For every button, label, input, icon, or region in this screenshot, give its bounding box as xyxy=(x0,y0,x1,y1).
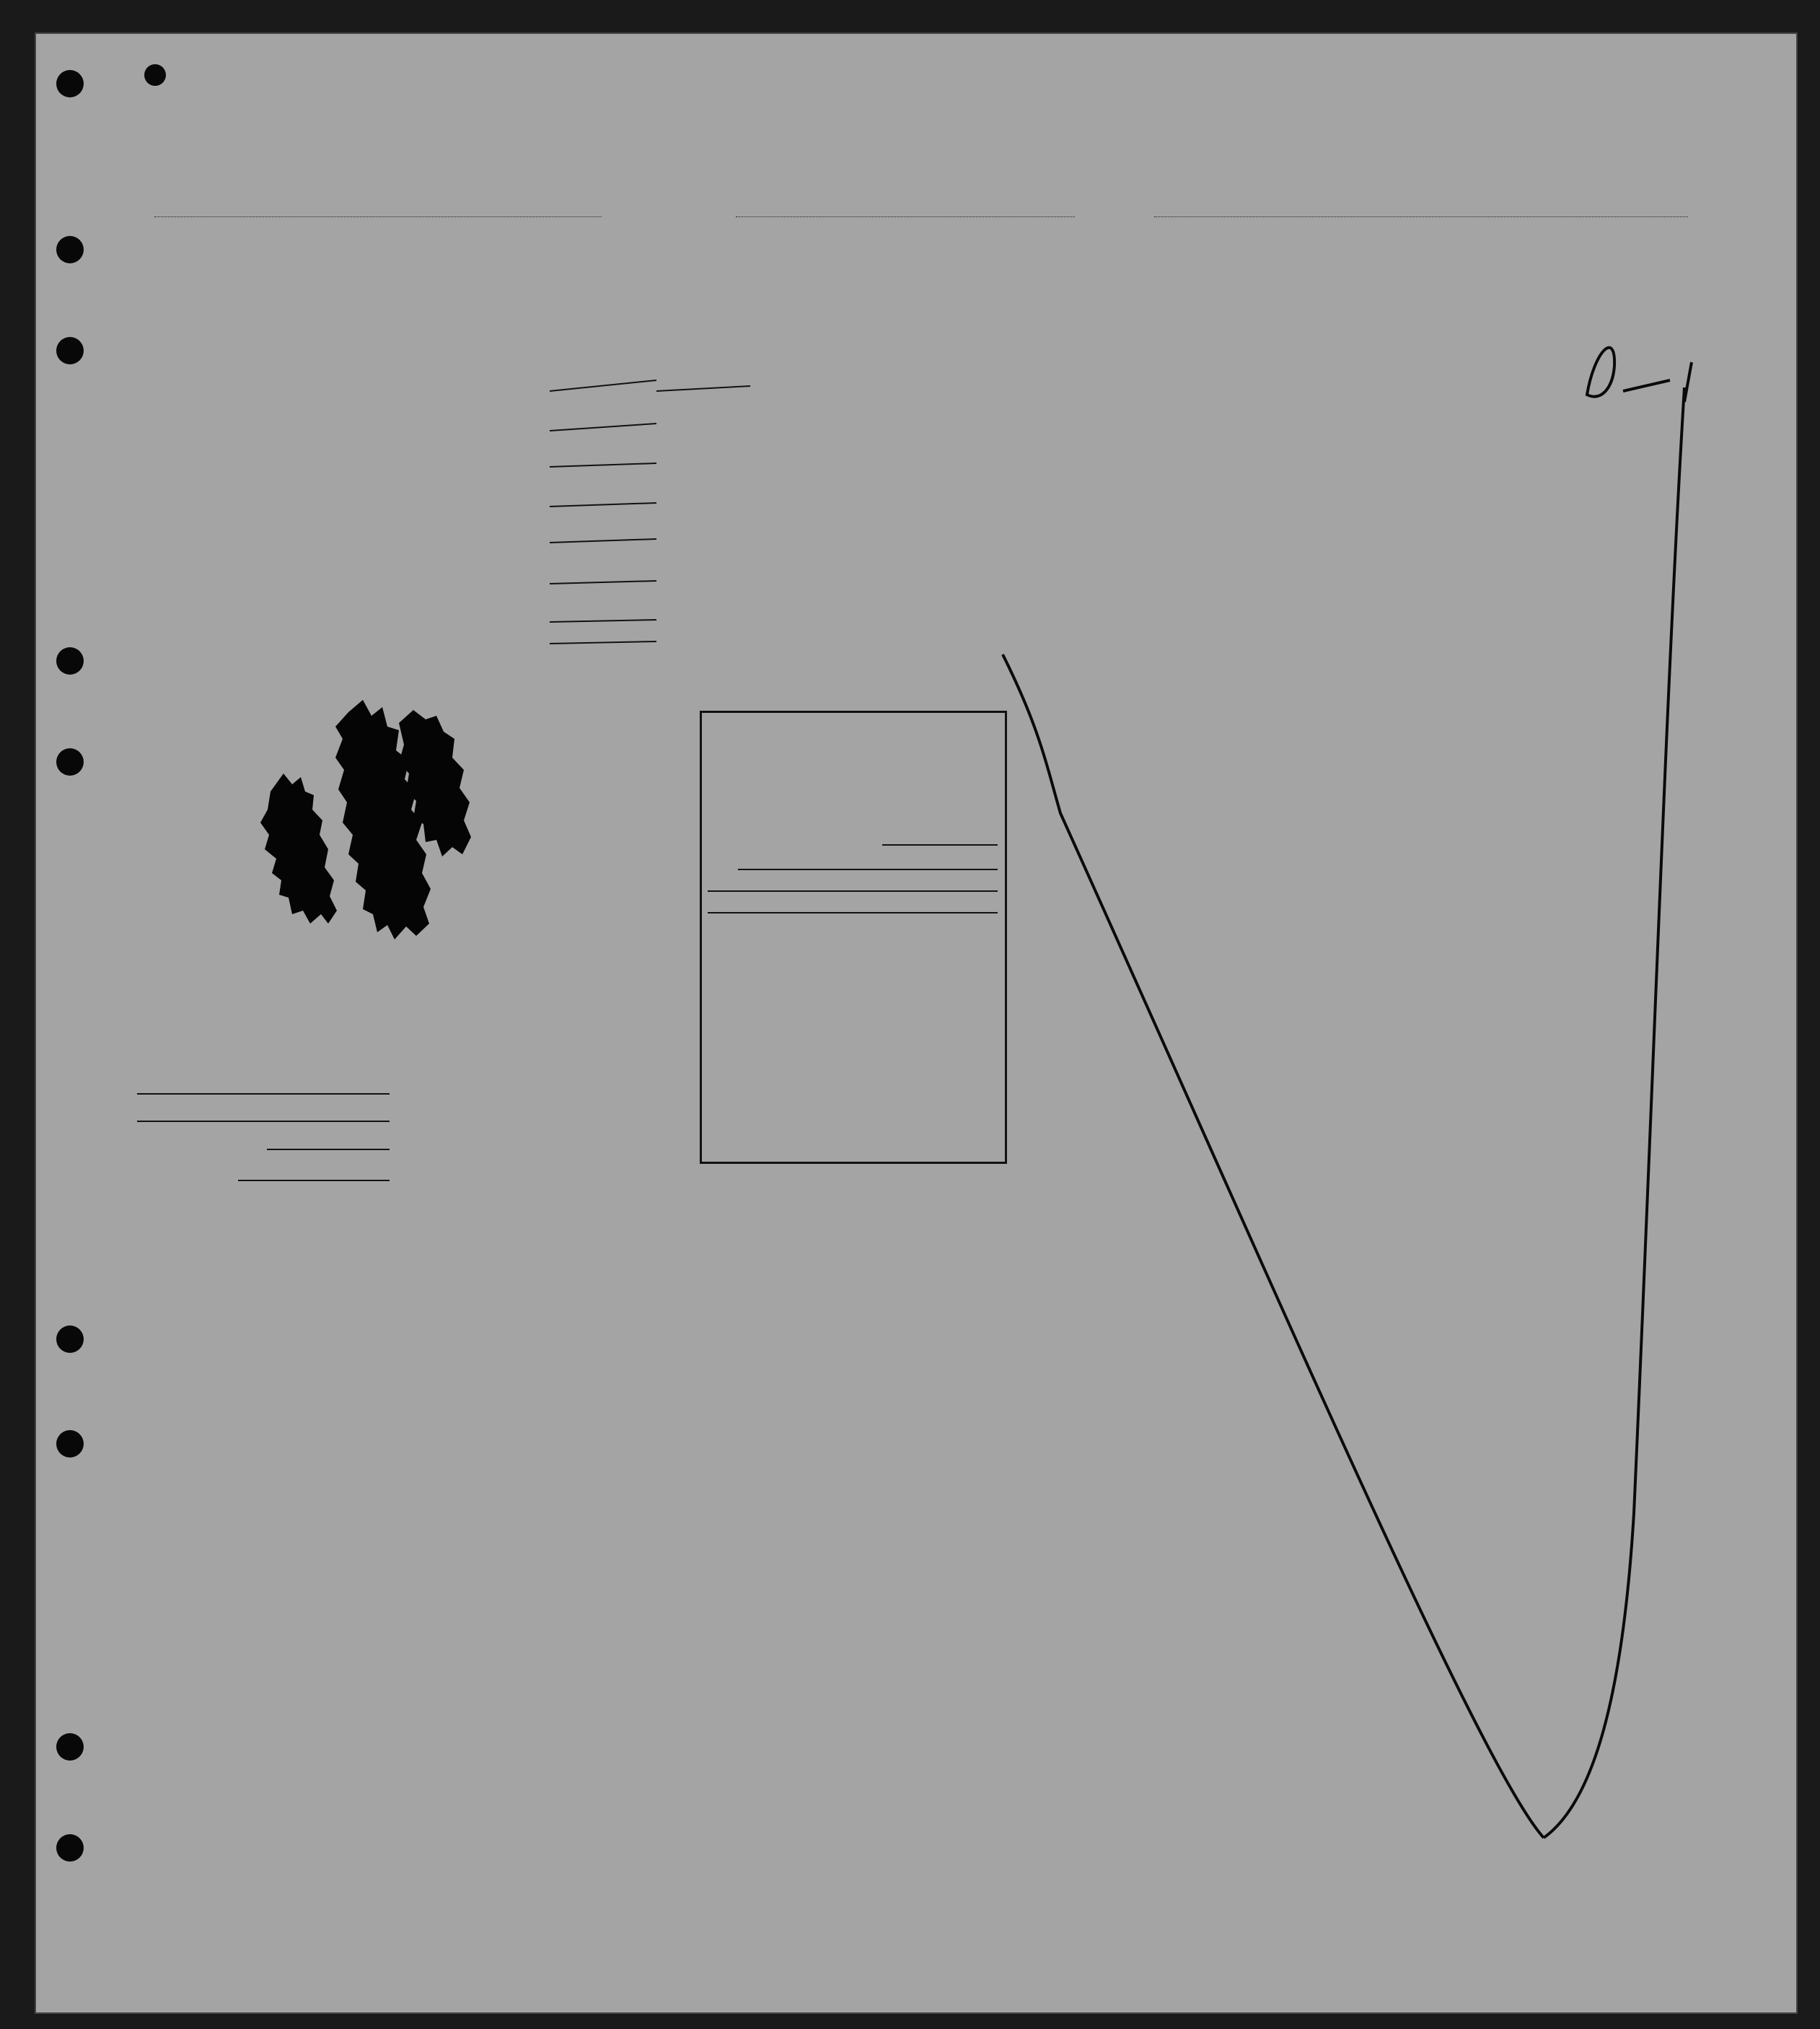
visa-stamp xyxy=(700,711,1007,1164)
fee-underline xyxy=(267,1149,390,1150)
tariff-strike xyxy=(137,1121,390,1122)
stamp-blank-line-2 xyxy=(708,912,998,913)
service-underline xyxy=(137,1093,390,1095)
stamp-blank-line-1 xyxy=(708,890,998,892)
stamp-v-line xyxy=(738,869,998,870)
redaction-blots xyxy=(220,694,509,968)
stamp-application-line xyxy=(882,844,998,846)
manifest-page xyxy=(35,32,1798,2014)
local-cy-underline xyxy=(238,1180,390,1181)
